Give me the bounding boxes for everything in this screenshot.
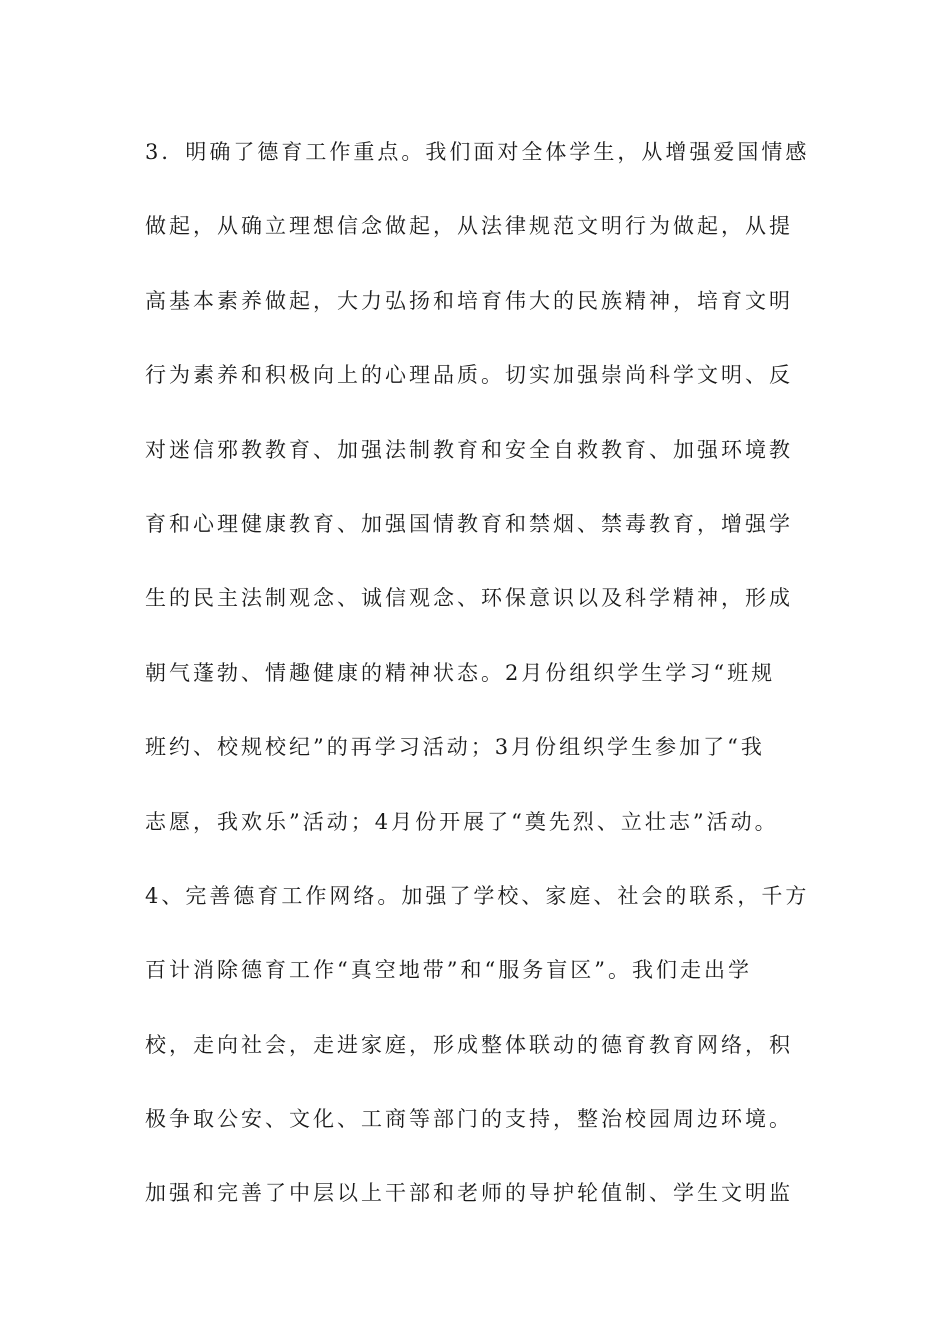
text-line-15: 加强和完善了中层以上干部和老师的导护轮值制、学生文明监 — [145, 1181, 793, 1206]
text-line-13: 校，走向社会，走进家庭，形成整体联动的德育教育网络，积 — [145, 1032, 793, 1057]
text-line-14: 极争取公安、文化、工商等部门的支持，整治校园周边环境。 — [145, 1107, 793, 1132]
text-line-3: 高基本素养做起，大力弘扬和培育伟大的民族精神，培育文明 — [145, 288, 793, 313]
text-line-9: 班约、校规校纪”的再学习活动；3月份组织学生参加了“我 — [145, 735, 765, 760]
text-line-2: 做起，从确立理想信念做起，从法律规范文明行为做起，从提 — [145, 214, 793, 239]
text-line-11: 4、完善德育工作网络。加强了学校、家庭、社会的联系，千方 — [145, 883, 810, 908]
text-line-10: 志愿，我欢乐”活动；4月份开展了“奠先烈、立壮志”活动。 — [145, 809, 779, 834]
text-line-1: 3．明确了德育工作重点。我们面对全体学生，从增强爱国情感 — [145, 140, 810, 164]
body-text — [145, 128, 815, 1244]
text-line-12: 百计消除德育工作“真空地带”和“服务盲区”。我们走出学 — [145, 958, 752, 983]
text-line-8: 朝气蓬勃、情趣健康的精神状态。2月份组织学生学习“班规 — [145, 660, 776, 685]
text-line-4: 行为素养和积极向上的心理品质。切实加强崇尚科学文明、反 — [145, 363, 793, 388]
text-line-6: 育和心理健康教育、加强国情教育和禁烟、禁毒教育，增强学 — [145, 511, 793, 536]
text-line-5: 对迷信邪教教育、加强法制教育和安全自救教育、加强环境教 — [145, 437, 793, 462]
text-line-7: 生的民主法制观念、诚信观念、环保意识以及科学精神，形成 — [145, 586, 793, 611]
